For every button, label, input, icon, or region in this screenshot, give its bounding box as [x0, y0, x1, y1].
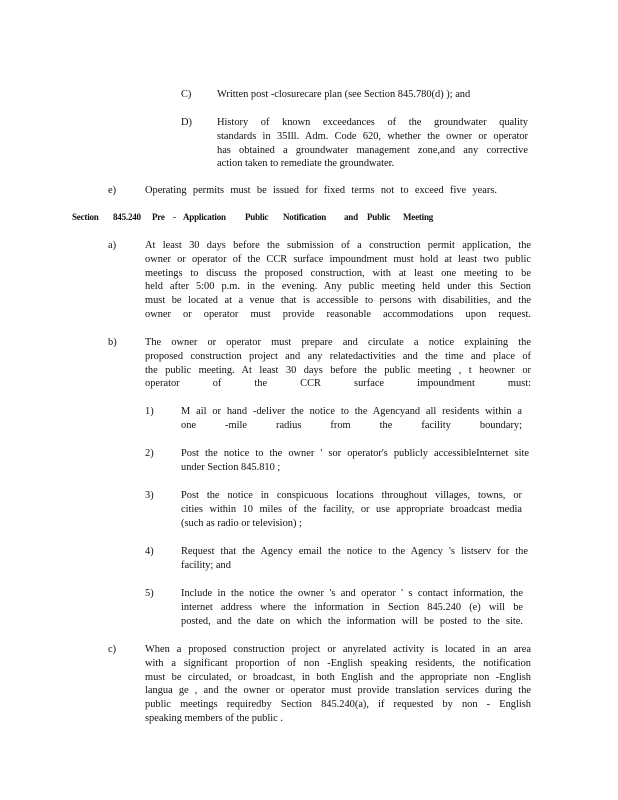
text-line: one -mile radius from the facility boundary; [181, 419, 522, 431]
heading-word-public-2: Public [367, 212, 391, 222]
heading-dash: - [173, 212, 176, 222]
item-label-d-upper: D) [181, 117, 192, 128]
subitem-3-text [181, 489, 522, 530]
text-line: internet address where the information in Section 845.240 (e) will be [181, 601, 523, 613]
item-c-text [145, 643, 531, 726]
item-d-upper-text [217, 116, 528, 171]
heading-word-and: and [344, 212, 358, 222]
item-label-c-upper: C) [181, 89, 192, 100]
subitem-2-text [181, 447, 529, 475]
subitem-4-text [181, 545, 528, 573]
subitem-label-4: 4) [145, 546, 154, 557]
text-line: must be circulated, or broadcast, in both English and the appropriate non -English [145, 671, 531, 683]
text-line: When a proposed construction project or anyrelated activity is located in an area [145, 644, 531, 655]
text-line: The owner or operator must prepare and circulate a notice explaining the [145, 337, 531, 348]
text-line: proposed construction project and any relatedactivities and the time and place of [145, 350, 531, 362]
text-line: langua ge , and the owner or operator must provide translation services during the [145, 685, 531, 697]
text-line: cities within 10 miles of the facility, or use appropriate broadcast media [181, 503, 522, 515]
text-line: (such as radio or television) ; [181, 517, 302, 529]
section-heading [72, 210, 432, 224]
text-line: Written post -closurecare plan (see Section 845.780(d) ); and [217, 89, 471, 100]
text-line: owner or operator must provide reasonable accommodations upon request. [145, 308, 531, 320]
text-line: with a significant proportion of non -English speaking residents, the notification [145, 657, 531, 669]
text-line: has obtained a groundwater management zone,and any corrective [217, 144, 528, 156]
text-line: operator of the CCR surface impoundment must: [145, 378, 531, 390]
text-line: must be located at a venue that is accessible to persons with disabilities, and the [145, 295, 531, 307]
heading-word-notification: Notification [283, 212, 327, 222]
item-label-c: c) [108, 644, 117, 655]
subitem-label-3: 3) [145, 490, 154, 501]
text-line: standards in 35Ill. Adm. Code 620, whether the owner or operator [217, 130, 528, 142]
subitem-5-text [181, 587, 523, 628]
text-line: speaking members of the public . [145, 712, 283, 724]
item-label-a: a) [108, 240, 117, 251]
text-line: owner or operator of the CCR surface impoundment must hold at least two public [145, 253, 531, 265]
text-line: Post the notice to the owner ' sor operator's publicly accessibleInternet site [181, 448, 529, 459]
text-line: posted, and the date on which the information will be posted to the site. [181, 615, 523, 627]
text-line: public meetings requiredby Section 845.240(a), if requested by non - English [145, 699, 531, 711]
text-line: History of known exceedances of the groundwater quality [217, 117, 528, 128]
text-line: meetings to discuss the proposed construction, with at least one meeting to be [145, 267, 531, 279]
item-e-text [145, 184, 497, 198]
item-c-upper-text [217, 88, 506, 102]
subitem-label-5: 5) [145, 588, 154, 599]
subitem-label-2: 2) [145, 448, 154, 459]
text-line: At least 30 days before the submission of a construction permit application, the [145, 240, 531, 251]
text-line: Post the notice in conspicuous locations throughout villages, towns, or [181, 490, 522, 501]
text-line: action taken to remediate the groundwater. [217, 158, 395, 170]
heading-word-application: Application [183, 212, 226, 222]
heading-word-public: Public [245, 212, 269, 222]
text-line: under Section 845.810 ; [181, 461, 281, 473]
subitem-label-1: 1) [145, 406, 154, 417]
subitem-1-text [181, 405, 522, 433]
item-b-text [145, 336, 531, 391]
item-label-e: e) [108, 185, 117, 196]
item-a-text [145, 239, 531, 322]
heading-word-section: Section [72, 212, 99, 222]
text-line: Request that the Agency email the notice to the Agency 's listserv for the [181, 546, 528, 557]
text-line: the public meeting. At least 30 days before the public meeting , t heowner or [145, 364, 531, 376]
heading-word-meeting: Meeting [403, 212, 434, 222]
heading-word-pre: Pre [152, 212, 165, 222]
text-line: facility; and [181, 559, 231, 571]
text-line: M ail or hand -deliver the notice to the Agencyand all residents within a [181, 406, 522, 417]
text-line: Operating permits must be issued for fixed terms not to exceed five years. [145, 185, 497, 196]
text-line: Include in the notice the owner 's and operator ' s contact information, the [181, 588, 523, 599]
heading-section-number: 845.240 [113, 212, 141, 222]
text-line: held after 5:00 p.m. in the evening. Any public meeting held under this Section [145, 281, 531, 293]
item-label-b: b) [108, 337, 117, 348]
